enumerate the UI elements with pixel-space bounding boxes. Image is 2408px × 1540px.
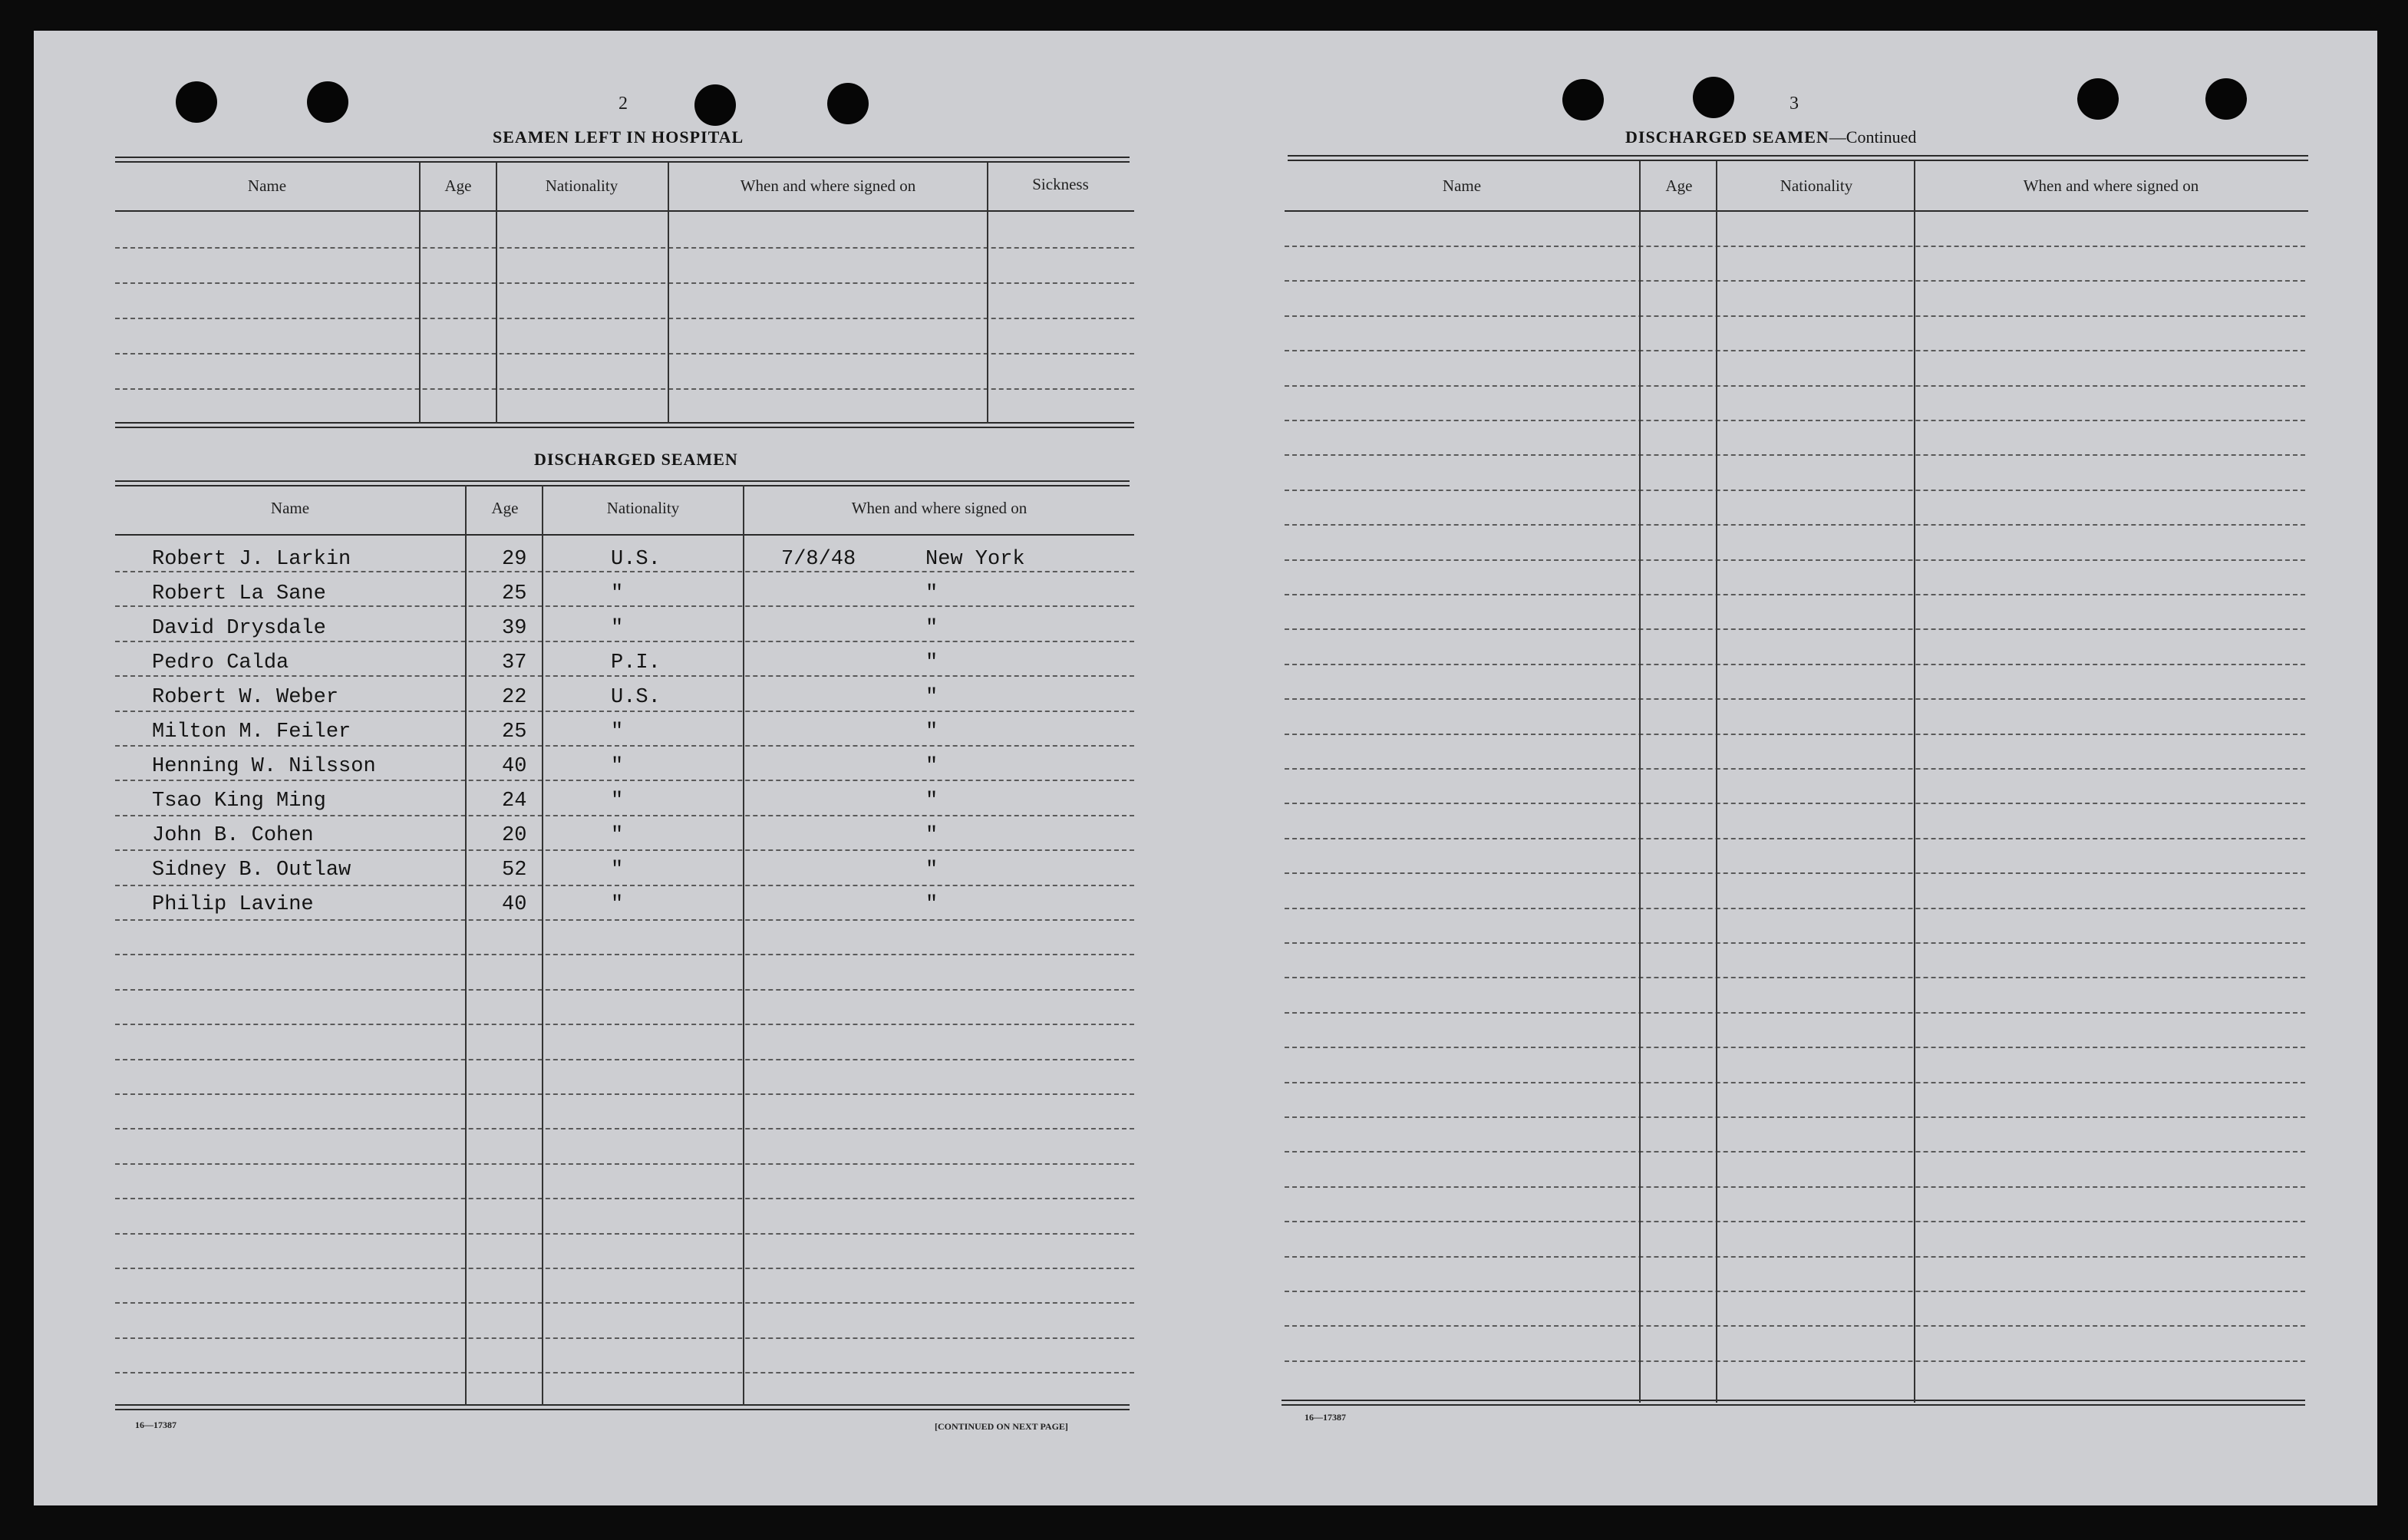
continued-section-title [1625, 127, 1916, 147]
seaman-nationality: " [611, 582, 624, 605]
seaman-age: 25 [502, 582, 527, 605]
entry-line [115, 282, 1134, 284]
entry-line [1285, 628, 2305, 630]
signed-on-place: " [925, 859, 938, 882]
column-divider [1716, 161, 1717, 1403]
entry-line [1285, 803, 2305, 804]
page-number: 3 [1790, 94, 1799, 114]
signed-on-place: " [925, 790, 938, 813]
entry-line [1285, 942, 2305, 944]
entry-line [1285, 524, 2305, 526]
entry-line [1285, 315, 2305, 317]
column-header-name: Name [270, 499, 310, 517]
seaman-name: Sidney B. Outlaw [152, 859, 351, 882]
column-divider [1639, 161, 1641, 1403]
signed-on-date: 7/8/48 [781, 548, 856, 571]
hospital-table-top-rule [115, 157, 1130, 163]
signed-on-place: " [925, 721, 938, 744]
entry-line [1285, 768, 2305, 770]
column-header-signed-on: When and where signed on [740, 176, 916, 195]
entry-line [115, 1198, 1134, 1199]
discharged-table-bottom-rule [115, 1404, 1130, 1410]
entry-line [115, 1337, 1134, 1339]
hospital-table-bottom-rule [115, 422, 1134, 428]
seaman-nationality: " [611, 755, 624, 778]
entry-line [1285, 1360, 2305, 1362]
entry-line [1285, 1012, 2305, 1014]
entry-line [115, 815, 1134, 816]
entry-line [1285, 280, 2305, 282]
seaman-age: 37 [502, 651, 527, 674]
entry-line [1285, 1221, 2305, 1222]
entry-line [115, 745, 1134, 747]
entry-line [115, 1302, 1134, 1304]
column-header-name: Name [1442, 176, 1482, 195]
entry-line [115, 675, 1134, 677]
discharged-section-title: DISCHARGED SEAMEN [534, 450, 738, 469]
column-divider [743, 485, 744, 1406]
column-header-sickness: Sickness [1032, 175, 1089, 193]
signed-on-place: " [925, 651, 938, 674]
entry-line [115, 1372, 1134, 1373]
seaman-age: 40 [502, 893, 527, 916]
entry-line [115, 1163, 1134, 1165]
signed-on-place: " [925, 824, 938, 847]
column-divider [668, 163, 669, 424]
hospital-header-rule [115, 210, 1134, 212]
column-header-age: Age [444, 176, 472, 195]
entry-line [115, 571, 1134, 572]
seaman-name: Robert W. Weber [152, 686, 339, 709]
entry-line [115, 1128, 1134, 1129]
entry-line [1285, 594, 2305, 595]
column-header-nationality: Nationality [606, 499, 680, 517]
entry-line [115, 1059, 1134, 1060]
punch-hole [1562, 79, 1604, 120]
seaman-age: 22 [502, 686, 527, 709]
entry-line [1285, 698, 2305, 700]
column-header-age: Age [491, 499, 519, 517]
entry-line [115, 711, 1134, 712]
entry-line [1285, 838, 2305, 839]
entry-line [1285, 872, 2305, 874]
entry-line [115, 641, 1134, 642]
column-header-age: Age [1665, 176, 1693, 195]
page-number: 2 [618, 94, 628, 114]
entry-line [1285, 559, 2305, 561]
continued-table-top-rule [1288, 155, 2308, 161]
entry-line [1285, 246, 2305, 247]
continued-table-bottom-rule [1282, 1400, 2305, 1406]
punch-hole [176, 81, 217, 123]
section-title-text: DISCHARGED SEAMEN [1625, 127, 1829, 147]
entry-line [115, 885, 1134, 886]
entry-line [1285, 1186, 2305, 1188]
seaman-name: Milton M. Feiler [152, 721, 351, 744]
entry-line [1285, 420, 2305, 421]
seaman-nationality: " [611, 721, 624, 744]
punch-hole [694, 84, 736, 126]
entry-line [1285, 1116, 2305, 1118]
column-divider [419, 163, 421, 424]
entry-line [1285, 350, 2305, 351]
seaman-nationality: " [611, 893, 624, 916]
entry-line [115, 353, 1134, 354]
seaman-name: Henning W. Nilsson [152, 755, 376, 778]
column-header-nationality: Nationality [545, 176, 618, 195]
entry-line [115, 605, 1134, 607]
seaman-name: Pedro Calda [152, 651, 289, 674]
column-header-signed-on: When and where signed on [851, 499, 1028, 517]
seaman-age: 39 [502, 617, 527, 640]
seaman-name: Robert La Sane [152, 582, 326, 605]
seaman-name: David Drysdale [152, 617, 326, 640]
signed-on-place: " [925, 582, 938, 605]
entry-line [115, 1093, 1134, 1095]
entry-line [1285, 1291, 2305, 1292]
form-number: 16—17387 [135, 1420, 176, 1430]
seaman-nationality: U.S. [611, 686, 661, 709]
entry-line [115, 247, 1134, 249]
entry-line [115, 1024, 1134, 1025]
seaman-age: 24 [502, 790, 527, 813]
signed-on-place: " [925, 893, 938, 916]
continued-note: [CONTINUED ON NEXT PAGE] [935, 1421, 1068, 1432]
seaman-nationality: " [611, 790, 624, 813]
column-header-signed-on: When and where signed on [2023, 176, 2199, 195]
entry-line [115, 989, 1134, 991]
form-number: 16—17387 [1305, 1412, 1346, 1423]
entry-line [115, 919, 1134, 921]
column-divider [496, 163, 497, 424]
seaman-name: Philip Lavine [152, 893, 314, 916]
punch-hole [2077, 78, 2119, 120]
signed-on-place: New York [925, 548, 1025, 571]
seaman-age: 29 [502, 548, 527, 571]
entry-line [1285, 454, 2305, 456]
seaman-name: Tsao King Ming [152, 790, 326, 813]
column-header-nationality: Nationality [1780, 176, 1853, 195]
continued-header-rule [1285, 210, 2308, 212]
entry-line [1285, 1082, 2305, 1083]
entry-line [1285, 664, 2305, 665]
punch-hole [1693, 77, 1734, 118]
entry-line [115, 954, 1134, 955]
column-divider [542, 485, 543, 1406]
entry-line [1285, 908, 2305, 909]
signed-on-place: " [925, 755, 938, 778]
entry-line [1285, 385, 2305, 387]
seaman-name: Robert J. Larkin [152, 548, 351, 571]
entry-line [115, 1233, 1134, 1235]
signed-on-place: " [925, 686, 938, 709]
entry-line [1285, 1151, 2305, 1153]
entry-line [1285, 1325, 2305, 1327]
column-divider [465, 485, 467, 1406]
seaman-nationality: P.I. [611, 651, 661, 674]
seaman-nationality: " [611, 824, 624, 847]
punch-hole [827, 83, 869, 124]
entry-line [115, 849, 1134, 851]
column-divider [987, 163, 988, 424]
punch-hole [307, 81, 348, 123]
seaman-nationality: U.S. [611, 548, 661, 571]
seaman-nationality: " [611, 617, 624, 640]
seaman-nationality: " [611, 859, 624, 882]
entry-line [1285, 977, 2305, 978]
column-divider [1914, 161, 1915, 1403]
punch-hole [2205, 78, 2247, 120]
entry-line [115, 1268, 1134, 1269]
entry-line [1285, 734, 2305, 735]
section-title-suffix: —Continued [1829, 127, 1917, 147]
discharged-table-top-rule [115, 480, 1130, 486]
entry-line [115, 318, 1134, 319]
seaman-age: 40 [502, 755, 527, 778]
seaman-name: John B. Cohen [152, 824, 314, 847]
entry-line [1285, 1047, 2305, 1048]
seaman-age: 20 [502, 824, 527, 847]
entry-line [1285, 490, 2305, 491]
seaman-age: 52 [502, 859, 527, 882]
seaman-age: 25 [502, 721, 527, 744]
entry-line [1285, 1256, 2305, 1258]
signed-on-place: " [925, 617, 938, 640]
column-header-name: Name [247, 176, 287, 195]
entry-line [115, 388, 1134, 390]
entry-line [115, 780, 1134, 781]
hospital-section-title: SEAMEN LEFT IN HOSPITAL [493, 127, 744, 147]
discharged-header-rule [115, 534, 1134, 536]
